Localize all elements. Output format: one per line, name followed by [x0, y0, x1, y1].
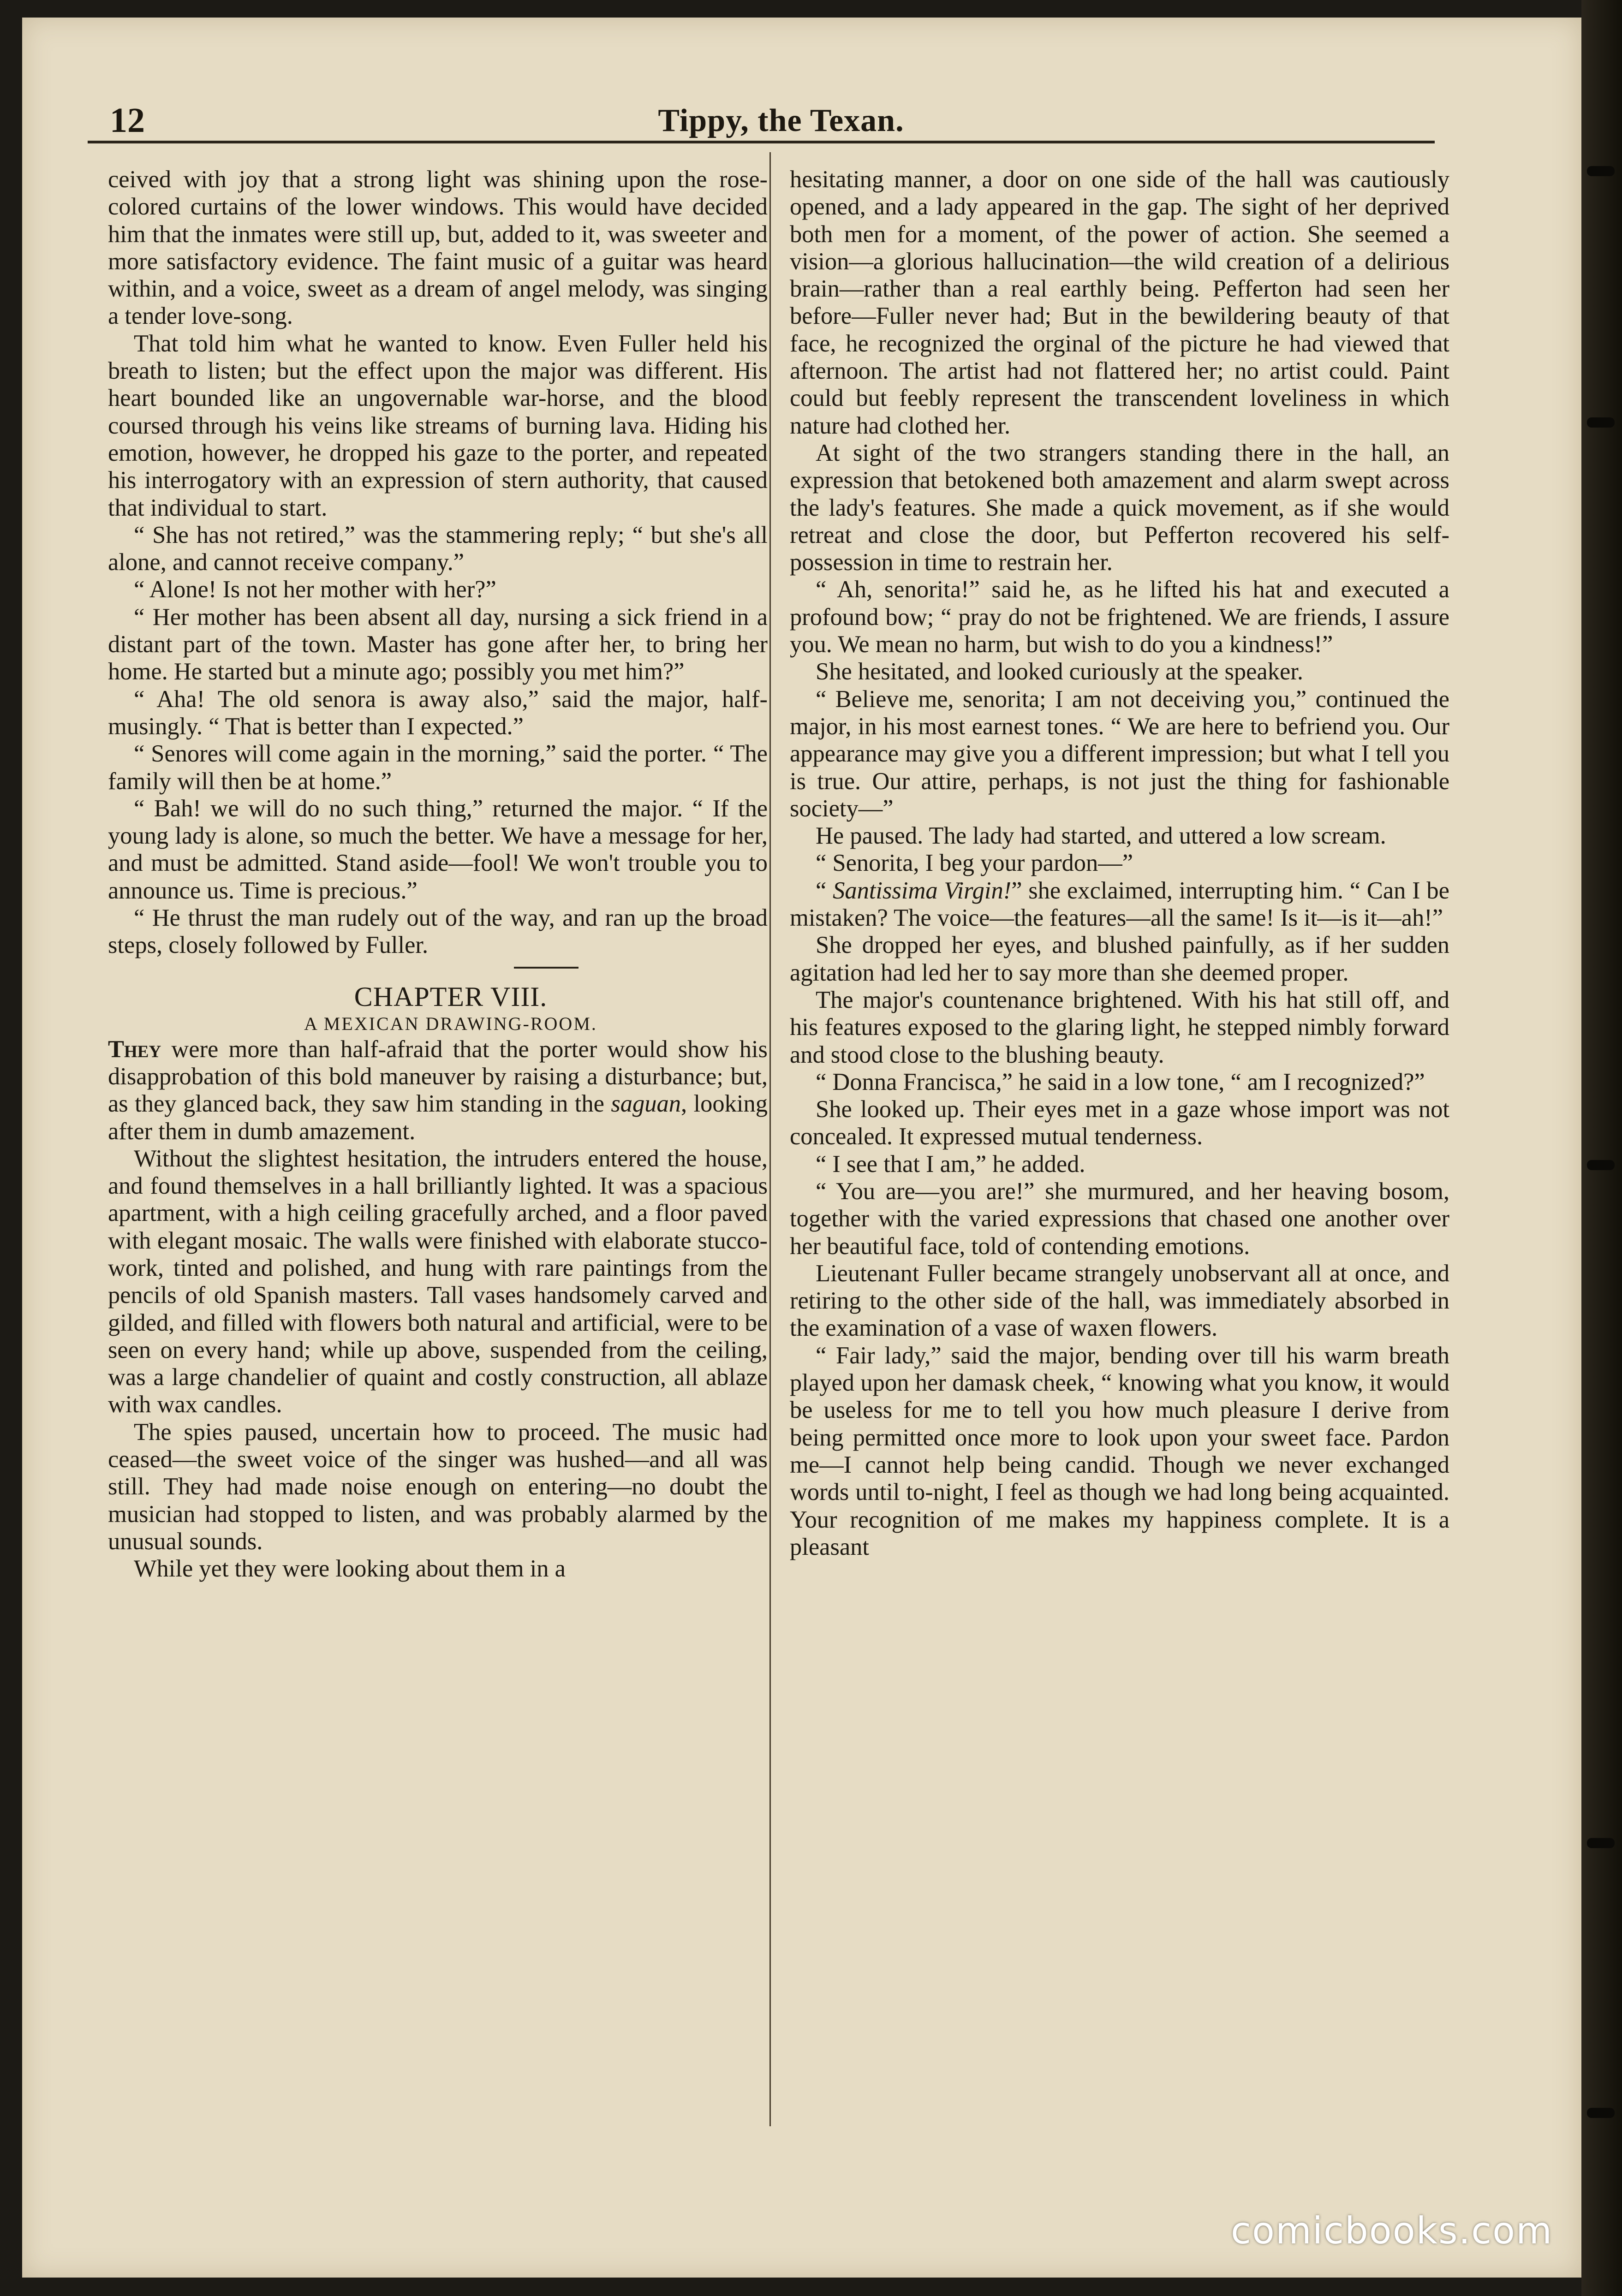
paragraph: ceived with joy that a strong light was shining upon the rose-colored curtains of the lower windows. This would have decided him that the inmates were still up, but, added to it, was sweeter and more satisfactory evidence. The faint music of a guitar was heard within, and a voice, sweet as a dream of angel melody, was singing a tender love-song.: [108, 166, 768, 330]
paragraph: She dropped her eyes, and blushed painfully, as if her sudden agitation had led her to say more than she deemed proper.: [790, 932, 1449, 986]
paragraph: “ She has not retired,” was the stammering reply; “ but she's all alone, and cannot receive company.”: [108, 521, 768, 576]
section-separator: [514, 967, 578, 969]
paragraph: At sight of the two strangers standing there in the hall, an expression that betokened both amazement and alarm swept across the lady's features. She made a quick movement, as if she would retreat and close the door, but Pefferton recovered his self-possession in time to restrain her.: [790, 439, 1449, 576]
paragraph: The spies paused, uncertain how to proceed. The music had ceased—the sweet voice of the singer was hushed—and all was still. They had made noise enough on entering—no doubt the musician had stopped to listen, and was probably alarmed by the unusual sounds.: [108, 1418, 768, 1555]
paragraph: “ Senorita, I beg your pardon—”: [816, 850, 1133, 877]
chapter-subtitle: A MEXICAN DRAWING-ROOM.: [304, 1013, 597, 1034]
header-rule: [88, 141, 1435, 143]
staple: [1587, 1838, 1615, 1848]
right-column: [790, 166, 1449, 1561]
page-number: 12: [110, 101, 145, 140]
paragraph: She hesitated, and looked curiously at the speaker.: [816, 658, 1303, 685]
paragraph: “ You are—you are!” she murmured, and her heaving bosom, together with the varied expressions that chased one another over her beautiful face, told of contending emotions.: [790, 1178, 1449, 1260]
paragraph: Without the slightest hesitation, the intruders entered the house, and found themselves in a hall brilliantly lighted. It was a spacious apartment, with a high ceiling gracefully arched, and a floor paved with elegant mosaic. The walls were finished with elaborate stucco-work, tinted and polished, and hung with rare paintings from the pencils of old Spanish masters. Tall vases handsomely carved and gilded, and filled with flowers both natural and artificial, were to be seen on every hand; while up above, suspended from the ceiling, was a large chandelier of quaint and costly construction, all ablaze with wax candles.: [108, 1145, 768, 1418]
paragraph: “ Her mother has been absent all day, nursing a sick friend in a distant part of the town. Master has gone after her, to bring her home. He started but a minute ago; possibly you met him?”: [108, 603, 768, 685]
staple: [1587, 417, 1615, 428]
lead-word: They: [108, 1035, 161, 1063]
paragraph: “ He thrust the man rudely out of the way, and ran up the broad steps, closely followed by Fuller.: [108, 904, 768, 959]
paragraph: “ Believe me, senorita; I am not deceiving you,” continued the major, in his most earnest tones. “ We are here to befriend you. Our appearance may give you a different impression; but what I tell you is true. Our attire, perhaps, is not just the thing for fashionable society—”: [790, 685, 1449, 822]
staple: [1587, 1160, 1615, 1170]
paragraph: The major's countenance brightened. With his hat still off, and his features exposed to the glaring light, he stepped nimbly forward and stood close to the blushing beauty.: [790, 986, 1449, 1068]
text-span: , looking after them in dumb amazement.: [108, 1090, 768, 1145]
text-span: ” she exclaimed, interrupting him. “ Can I be mistaken? The voice—the features—all the same! Is it—is it—ah!”: [790, 877, 1449, 932]
left-column: [108, 166, 768, 1583]
paragraph: While yet they were looking about them in a: [134, 1555, 566, 1582]
column-divider: [769, 152, 771, 2126]
text-span: were more than half-afraid that the porter would show his disapprobation of this bold maneuver by raising a disturbance; but, as they glanced back, they saw him standing in the: [108, 1035, 768, 1118]
paragraph: “ Donna Francisca,” he said in a low tone, “ am I recognized?”: [816, 1068, 1425, 1095]
chapter-first-paragraph: [108, 1036, 768, 1145]
binding-spine: [1581, 0, 1622, 2296]
paragraph: Lieutenant Fuller became strangely unobservant all at once, and retiring to the other side of the hall, was immediately absorbed in the examination of a vase of waxen flowers.: [790, 1260, 1449, 1342]
italic-phrase: Santissima Virgin!: [833, 877, 1012, 904]
watermark: comicbooks.com: [1230, 2209, 1553, 2252]
paragraph: That told him what he wanted to know. Even Fuller held his breath to listen; but the effect upon the major was different. His heart bounded like an ungovernable war-horse, and the blood coursed through his veins like streams of burning lava. Hiding his emotion, however, he dropped his gaze to the porter, and repeated his interrogatory with an expression of stern authority, that caused that individual to start.: [108, 330, 768, 521]
staple: [1587, 166, 1615, 176]
paragraph: “ Bah! we will do no such thing,” returned the major. “ If the young lady is alone, so much the better. We have a message for her, and must be admitted. Stand aside—fool! We won't trouble you to announce us. Time is precious.”: [108, 795, 768, 904]
chapter-title: CHAPTER VIII.: [354, 981, 548, 1012]
paragraph: [790, 877, 1449, 932]
paragraph: “ I see that I am,” he added.: [816, 1150, 1085, 1178]
italic-word: saguan: [611, 1090, 681, 1118]
paragraph: She looked up. Their eyes met in a gaze whose import was not concealed. It expressed mutual tenderness.: [790, 1096, 1449, 1150]
paragraph: “ Alone! Is not her mother with her?”: [134, 576, 496, 603]
page-header: [110, 82, 1452, 140]
paragraph: “ Ah, senorita!” said he, as he lifted his hat and executed a profound bow; “ pray do not be frightened. We are friends, I assure you. We mean no harm, but wish to do you a kindness!”: [790, 576, 1449, 658]
paragraph: “ Aha! The old senora is away also,” said the major, half-musingly. “ That is better than I expected.”: [108, 685, 768, 740]
paragraph: “ Senores will come again in the morning,” said the porter. “ The family will then be at home.”: [108, 740, 768, 795]
running-title: Tippy, the Texan.: [658, 103, 904, 138]
paragraph: He paused. The lady had started, and uttered a low scream.: [816, 822, 1386, 850]
paragraph: hesitating manner, a door on one side of the hall was cautiously opened, and a lady appeared in the gap. The sight of her deprived both men for a moment, of the power of action. She seemed a vision—a glorious hallucination—the wild creation of a delirious brain—rather than a real earthly being. Pefferton had seen her before—Fuller never had; But in the bewildering beauty of that face, he recognized the orginal of the picture he had viewed that afternoon. The artist had not flattered her; no artist could. Paint could but feebly represent the transcendent loveliness in which nature had clothed her.: [790, 166, 1449, 439]
text-span: “: [816, 877, 833, 904]
staple: [1587, 2108, 1615, 2118]
paragraph: “ Fair lady,” said the major, bending over till his warm breath played upon her damask cheek, “ knowing what you know, it would be useless for me to tell you how much pleasure I derive from being permitted once more to look upon your sweet face. Pardon me—I cannot help being candid. Though we never exchanged words until to-night, I feel as though we had long being acquainted. Your recognition of me makes my happiness complete. It is a pleasant: [790, 1342, 1449, 1560]
